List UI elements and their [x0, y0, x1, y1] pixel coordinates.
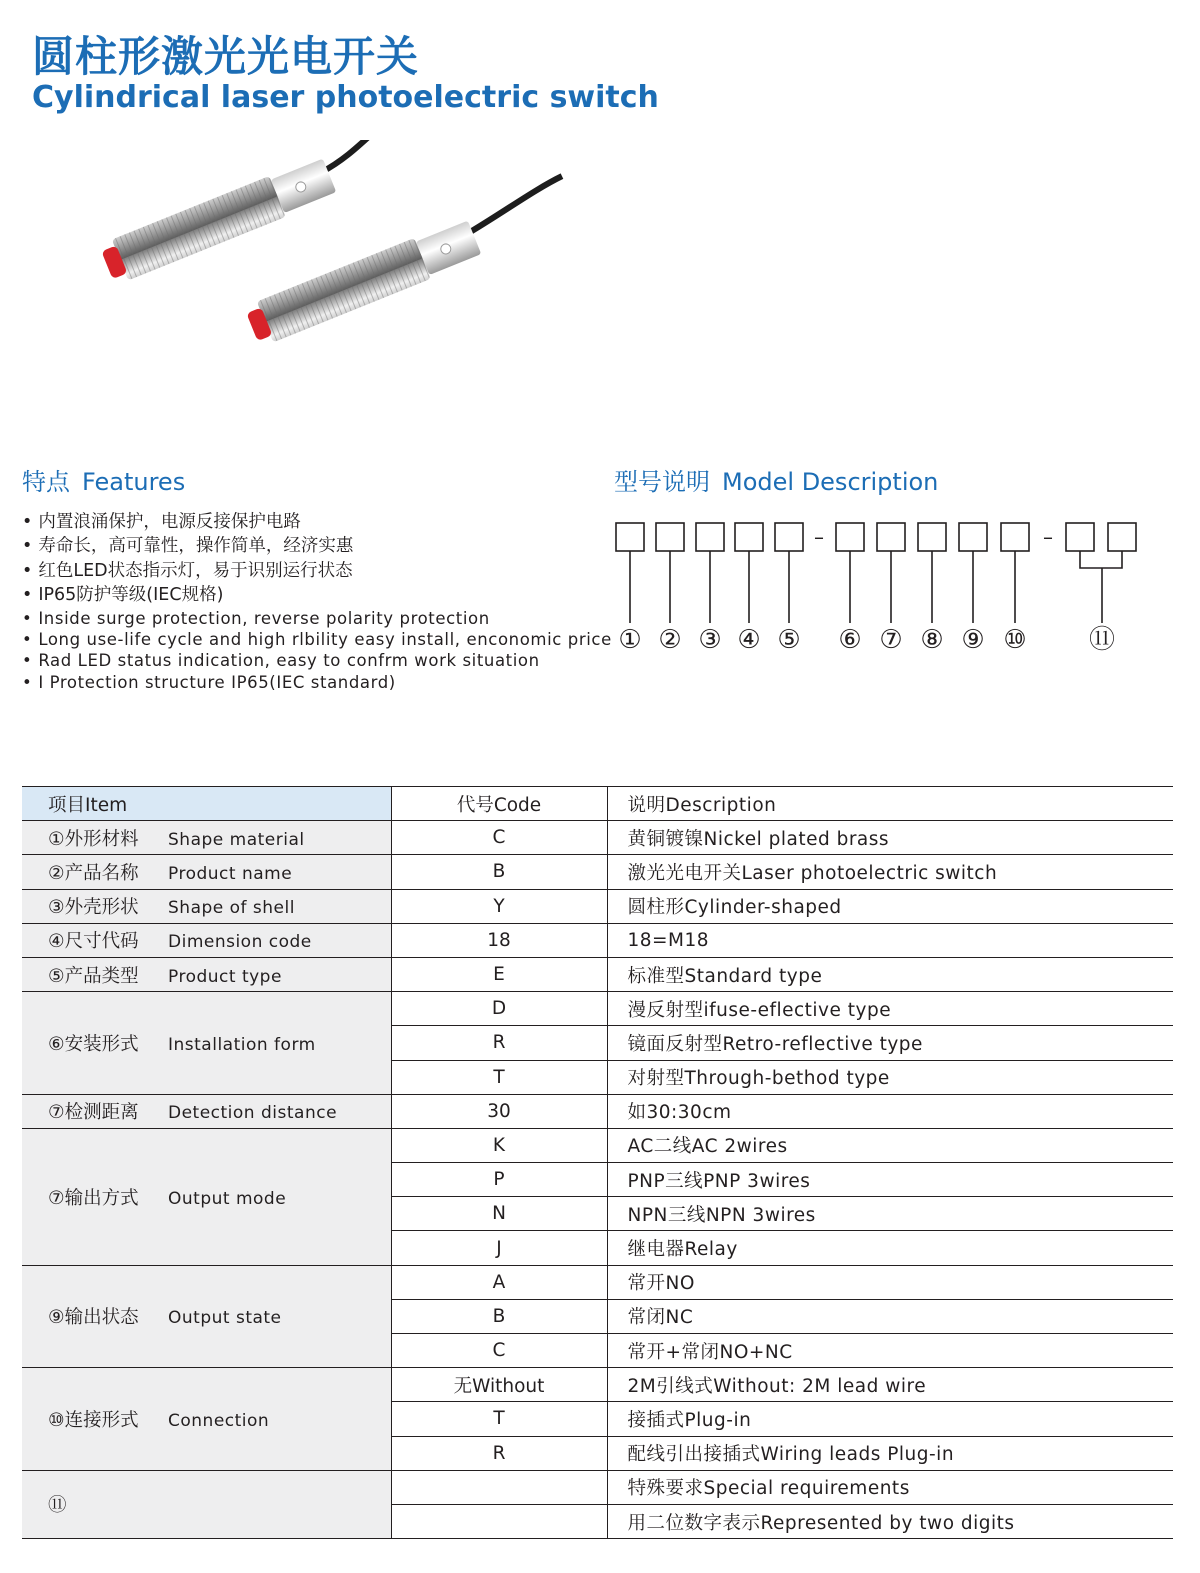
model-dash: –	[814, 525, 824, 549]
description-cell: 常闭NC	[627, 1307, 694, 1329]
item-cell	[22, 957, 391, 991]
column-header-item: 项目Item	[22, 787, 391, 821]
model-label: ⑤	[777, 625, 801, 655]
model-slot-box	[1066, 523, 1094, 551]
code-cell: K	[391, 1128, 607, 1162]
description-cell: PNP三线PNP 3wires	[627, 1170, 811, 1192]
column-header-code: 代号Code	[391, 787, 607, 821]
column-header-description: 说明Description	[627, 794, 777, 816]
page-title-cn: 圆柱形激光光电开关	[32, 32, 420, 81]
item-cell	[22, 889, 391, 923]
feature-item: • Long use-life cycle and high rlbility easy install, enconomic price	[22, 629, 612, 650]
description-cell: AC二线AC 2wires	[627, 1136, 788, 1158]
description-cell: 镜面反射型Retro-reflective type	[627, 1033, 923, 1055]
model-label: ④	[737, 625, 761, 655]
model-label: ⑨	[961, 625, 985, 655]
description-cell: 常开NO	[627, 1273, 695, 1295]
item-cell	[22, 992, 391, 1095]
description-cell: 2M引线式Without: 2M lead wire	[627, 1375, 927, 1397]
code-cell: E	[391, 957, 607, 991]
model-label: ⑧	[920, 625, 944, 655]
description-cell: 用二位数字表示Represented by two digits	[627, 1512, 1015, 1534]
item-name-en: Shape material	[168, 829, 305, 850]
model-slot-box	[836, 523, 864, 551]
code-cell: R	[391, 1436, 607, 1470]
item-name-cn: ③外壳形状	[48, 897, 139, 919]
code-cell: C	[391, 1334, 607, 1368]
item-name-en: Installation form	[168, 1034, 316, 1055]
code-cell: T	[391, 1060, 607, 1094]
table-row	[22, 855, 1173, 889]
model-dash: –	[1043, 525, 1053, 549]
item-name-cn: ⑥安装形式	[48, 1033, 139, 1055]
description-cell: 黄铜镀镍Nickel plated brass	[627, 828, 890, 850]
feature-item: • Inside surge protection, reverse polarity protection	[22, 608, 612, 629]
feature-item: • IP65防护等级(IEC规格)	[22, 583, 612, 607]
item-name-cn: ⑦检测距离	[48, 1102, 139, 1124]
description-cell: NPN三线NPN 3wires	[627, 1204, 816, 1226]
model-slot-box	[775, 523, 803, 551]
model-slot-box	[1001, 523, 1029, 551]
code-cell: D	[391, 992, 607, 1026]
table-row	[22, 1094, 1173, 1128]
item-name-cn: ⑩连接形式	[48, 1409, 139, 1431]
code-cell: 无Without	[391, 1368, 607, 1402]
feature-item: • I Protection structure IP65(IEC standard)	[22, 672, 612, 693]
table-row	[22, 1128, 1173, 1162]
product-photo	[100, 140, 600, 360]
item-cell	[22, 821, 391, 855]
code-cell: T	[391, 1402, 607, 1436]
item-name-cn: ⑦输出方式	[48, 1187, 139, 1209]
description-cell: 标准型Standard type	[627, 965, 823, 987]
model-slot-box	[656, 523, 684, 551]
feature-item: • 红色LED状态指示灯，易于识别运行状态	[22, 559, 612, 583]
table-row	[22, 992, 1173, 1026]
description-cell: 特殊要求Special requirements	[627, 1478, 910, 1500]
description-cell: 圆柱形Cylinder-shaped	[627, 897, 842, 919]
code-cell: J	[391, 1231, 607, 1265]
code-cell: N	[391, 1197, 607, 1231]
item-name-en: Dimension code	[168, 932, 312, 953]
description-cell: 继电器Relay	[627, 1239, 738, 1261]
item-name-en: Output state	[168, 1308, 282, 1329]
model-heading-en: Model Description	[722, 468, 939, 496]
feature-item: • 寿命长，高可靠性，操作简单，经济实惠	[22, 534, 612, 558]
code-cell: C	[391, 821, 607, 855]
description-cell: 配线引出接插式Wiring leads Plug-in	[627, 1444, 955, 1466]
table-row	[22, 923, 1173, 957]
features-heading	[22, 462, 185, 497]
item-name-cn: ②产品名称	[48, 862, 139, 884]
description-cell: 如30:30cm	[627, 1102, 732, 1124]
item-name-cn: ①外形材料	[48, 828, 139, 850]
feature-item: • Rad LED status indication, easy to confrm work situation	[22, 650, 612, 671]
code-cell: A	[391, 1265, 607, 1299]
item-name-en: Shape of shell	[168, 898, 295, 919]
code-cell	[391, 1504, 607, 1538]
code-cell: R	[391, 1026, 607, 1060]
item-cell	[22, 923, 391, 957]
description-cell: 18=M18	[627, 929, 710, 951]
item-name-en: Product name	[168, 863, 293, 884]
code-cell: 18	[391, 923, 607, 957]
item-cell	[22, 1128, 391, 1265]
model-slot-box	[696, 523, 724, 551]
features-heading-cn: 特点	[22, 468, 70, 496]
spec-table	[22, 786, 1173, 1539]
item-name-cn: ⑪	[48, 1495, 67, 1517]
item-name-en: Connection	[168, 1410, 270, 1431]
model-code-diagram	[600, 510, 1160, 670]
table-header-row	[22, 787, 1173, 821]
table-row	[22, 889, 1173, 923]
code-cell: Y	[391, 889, 607, 923]
item-cell	[22, 1094, 391, 1128]
item-name-en: Product type	[168, 966, 282, 987]
model-slot-box	[877, 523, 905, 551]
model-slot-box	[918, 523, 946, 551]
table-row	[22, 1470, 1173, 1504]
features-heading-en: Features	[82, 468, 186, 496]
model-slot-box	[735, 523, 763, 551]
page-title-en: Cylindrical laser photoelectric switch	[32, 80, 659, 115]
model-slot-box	[616, 523, 644, 551]
model-slot-box	[959, 523, 987, 551]
feature-item: • 内置浪涌保护，电源反接保护电路	[22, 510, 612, 534]
model-label: ⑩	[1003, 625, 1027, 655]
description-cell: 对射型Through-bethod type	[627, 1068, 890, 1090]
description-cell: 漫反射型ifuse-eflective type	[627, 999, 892, 1021]
item-cell	[22, 1265, 391, 1368]
description-cell: 接插式Plug-in	[627, 1409, 752, 1431]
code-cell: B	[391, 855, 607, 889]
features-list	[22, 510, 612, 693]
item-name-cn: ⑤产品类型	[48, 965, 139, 987]
model-label: ⑥	[838, 625, 862, 655]
table-row	[22, 821, 1173, 855]
model-label: ⑪	[1088, 625, 1116, 655]
table-row	[22, 1265, 1173, 1299]
item-cell	[22, 1368, 391, 1471]
code-cell	[391, 1470, 607, 1504]
code-cell: 30	[391, 1094, 607, 1128]
model-heading	[614, 462, 938, 497]
model-heading-cn: 型号说明	[614, 468, 710, 496]
model-label: ①	[618, 625, 642, 655]
table-row	[22, 1368, 1173, 1402]
item-cell	[22, 1470, 391, 1538]
code-cell: B	[391, 1299, 607, 1333]
item-name-cn: ⑨输出状态	[48, 1307, 139, 1329]
model-label: ③	[698, 625, 722, 655]
item-name-en: Detection distance	[168, 1103, 338, 1124]
item-name-en: Output mode	[168, 1188, 287, 1209]
model-label: ②	[658, 625, 682, 655]
model-slot-box	[1108, 523, 1136, 551]
model-label: ⑦	[879, 625, 903, 655]
description-cell: 常开+常闭NO+NC	[627, 1341, 793, 1363]
item-cell	[22, 855, 391, 889]
item-name-cn: ④尺寸代码	[48, 931, 139, 953]
description-cell: 激光光电开关Laser photoelectric switch	[627, 862, 998, 884]
code-cell: P	[391, 1163, 607, 1197]
table-row	[22, 957, 1173, 991]
